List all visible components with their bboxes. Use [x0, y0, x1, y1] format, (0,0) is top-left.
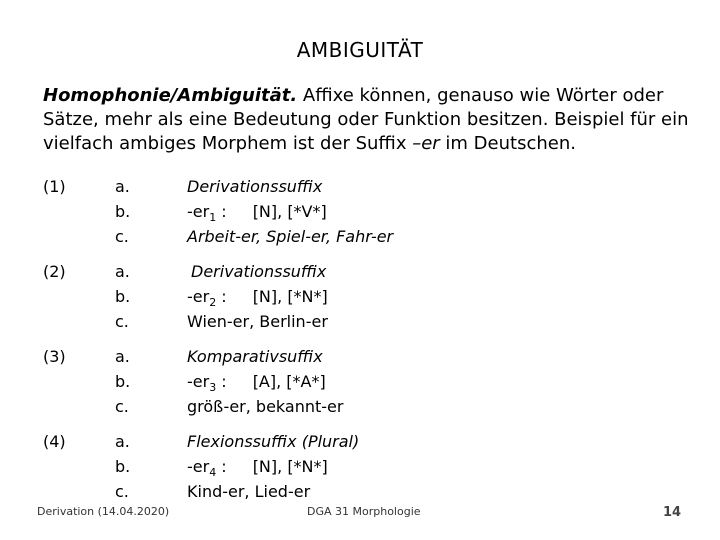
- example-words: Arbeit-er, Spiel-er, Fahr-er: [187, 227, 394, 246]
- example-words: größ-er, bekannt-er: [187, 397, 344, 416]
- letter-b: b.: [115, 287, 131, 306]
- example-number: (3): [43, 347, 66, 366]
- suffix-notation: $-er_1$ : [N], [*V*]: [187, 202, 327, 225]
- example-list: [43, 174, 693, 514]
- example-lines: [187, 429, 359, 504]
- slide-title-text: AMBIGUITÄT: [296, 38, 424, 62]
- letter-c: c.: [115, 227, 129, 246]
- suffix-category: [A], [*A*]: [252, 372, 326, 391]
- example-lines: [187, 174, 393, 249]
- example-number: (4): [43, 432, 66, 451]
- suffix-category: [N], [*N*]: [252, 287, 328, 306]
- letter-c: c.: [115, 397, 129, 416]
- example-number: (2): [43, 262, 66, 281]
- intro-text-2: im Deutschen.: [439, 133, 576, 154]
- suffix-index: 2: [209, 296, 217, 310]
- suffix-base: -er: [187, 287, 210, 306]
- suffix-notation: $-er_4$ : [N], [*N*]: [187, 457, 328, 480]
- example-letters: [115, 344, 145, 419]
- suffix-base: -er: [187, 202, 210, 221]
- suffix-index: 3: [209, 381, 217, 395]
- example-2: [43, 259, 693, 344]
- suffix-category: [N], [*V*]: [252, 202, 327, 221]
- suffix-category: [N], [*N*]: [252, 457, 328, 476]
- intro-text-1: Affixe können, genauso wie Wörter oder Sätze, mehr als eine Bedeutung oder Funktion besitzen. Beispiel für ein vielfach ambiges Morphem ist der Suffix: [43, 85, 689, 154]
- suffix-type: Derivationssuffix: [187, 177, 323, 196]
- letter-c: c.: [115, 482, 129, 501]
- intro-lead: Homophonie/Ambiguität.: [43, 85, 298, 106]
- letter-a: a.: [115, 177, 130, 196]
- slide-title: [0, 38, 720, 62]
- letter-a: a.: [115, 432, 130, 451]
- letter-b: b.: [115, 202, 131, 221]
- letter-b: b.: [115, 372, 131, 391]
- suffix-index: 1: [209, 211, 217, 225]
- footer-date: Derivation (14.04.2020): [37, 505, 170, 518]
- page-number: 14: [663, 505, 682, 520]
- footer-course: DGA 31 Morphologie: [307, 505, 421, 518]
- intro-emphasis: –er: [412, 133, 440, 154]
- intro-paragraph: [43, 84, 693, 156]
- letter-b: b.: [115, 457, 131, 476]
- suffix-base: -er: [187, 372, 210, 391]
- letter-a: a.: [115, 347, 130, 366]
- suffix-notation: $-er_3$ : [A], [*A*]: [187, 372, 326, 395]
- example-letters: [115, 429, 145, 504]
- example-4: [43, 429, 693, 514]
- example-letters: [115, 259, 145, 334]
- suffix-index: 4: [209, 466, 217, 480]
- example-3: [43, 344, 693, 429]
- suffix-base: -er: [187, 457, 210, 476]
- example-lines: [187, 259, 328, 334]
- example-lines: [187, 344, 343, 419]
- suffix-notation: $-er_2$ : [N], [*N*]: [187, 287, 328, 310]
- suffix-type: Derivationssuffix: [191, 262, 327, 281]
- letter-c: c.: [115, 312, 129, 331]
- example-1: [43, 174, 693, 259]
- example-words: Wien-er, Berlin-er: [187, 312, 328, 331]
- example-words: Kind-er, Lied-er: [187, 482, 311, 501]
- example-number: (1): [43, 177, 66, 196]
- suffix-type: Komparativsuffix: [187, 347, 323, 366]
- suffix-type: Flexionssuffix (Plural): [187, 432, 360, 451]
- example-letters: [115, 174, 145, 249]
- letter-a: a.: [115, 262, 130, 281]
